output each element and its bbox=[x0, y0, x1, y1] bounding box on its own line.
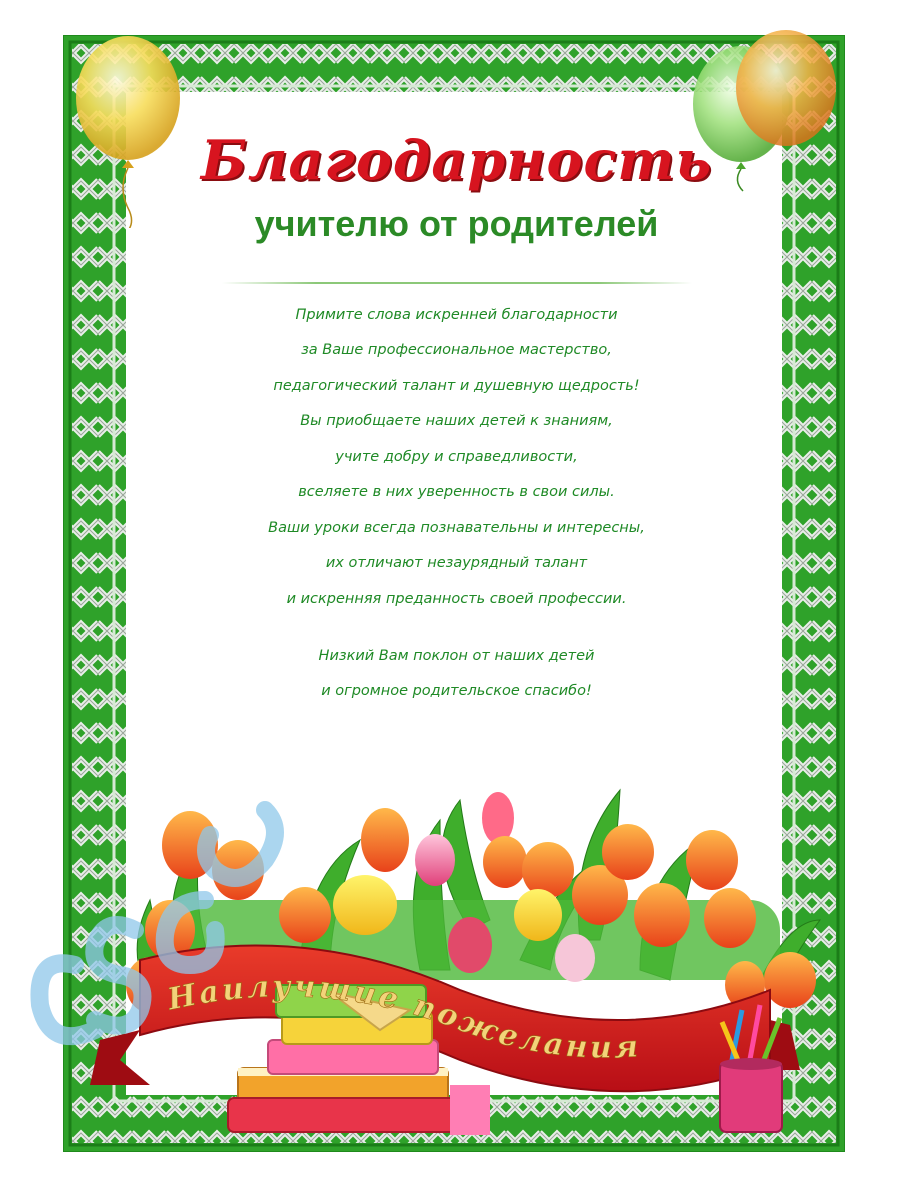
body-line: их отличают незаурядный талант bbox=[325, 555, 588, 571]
closing-line: Низкий Вам поклон от наших детей bbox=[318, 648, 595, 664]
certificate-title: Благодарность bbox=[200, 128, 713, 192]
body-line: учите добру и справедливости, bbox=[335, 449, 578, 465]
body-line: вселяете в них уверенность в свои силы. bbox=[298, 484, 615, 500]
body-line: Ваши уроки всегда познавательны и интересны, bbox=[268, 520, 645, 536]
certificate-subtitle: учителю от родителей bbox=[254, 203, 659, 244]
body-line: и искренняя преданность своей профессии. bbox=[286, 591, 627, 607]
body-line: за Ваше профессиональное мастерство, bbox=[301, 342, 612, 358]
watermark-logo bbox=[0, 780, 360, 1080]
body-line: Примите слова искренней благодарности bbox=[295, 307, 618, 323]
ribbon-text: Наилучшие пожелания bbox=[164, 969, 642, 1066]
body-line: Вы приобщаете наших детей к знаниям, bbox=[300, 413, 613, 429]
closing-line: и огромное родительское спасибо! bbox=[321, 683, 592, 699]
body-line: педагогический талант и душевную щедрость! bbox=[273, 378, 640, 394]
